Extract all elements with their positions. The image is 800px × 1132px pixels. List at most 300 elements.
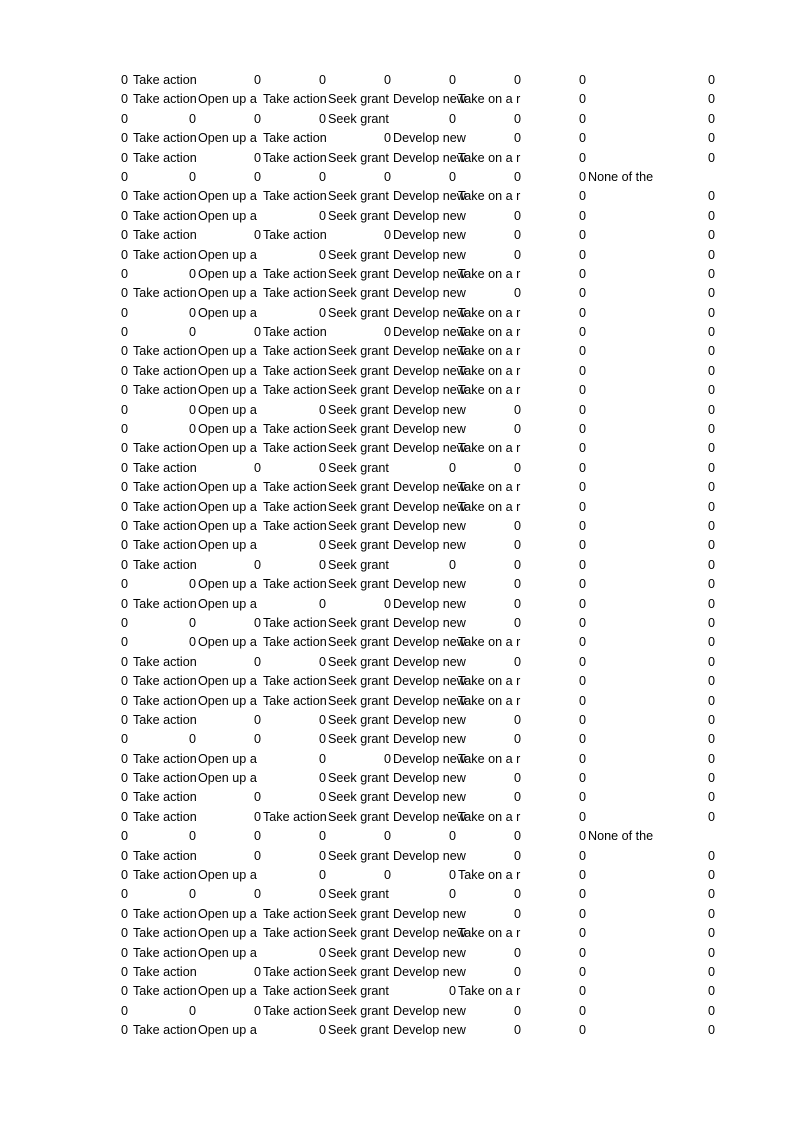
- table-cell[interactable]: 0: [188, 635, 196, 650]
- table-cell[interactable]: 0: [513, 518, 521, 533]
- table-cell[interactable]: Take action: [263, 480, 327, 495]
- table-cell[interactable]: Develop new: [393, 964, 466, 979]
- table-cell[interactable]: 0: [448, 557, 456, 572]
- table-cell[interactable]: 0: [120, 538, 128, 553]
- table-cell[interactable]: 0: [120, 868, 128, 883]
- table-cell[interactable]: 0: [318, 945, 326, 960]
- table-cell[interactable]: Take action: [263, 441, 327, 456]
- table-cell[interactable]: 0: [707, 286, 715, 301]
- table-cell[interactable]: 0: [253, 150, 261, 165]
- table-cell[interactable]: 0: [707, 887, 715, 902]
- table-cell[interactable]: 0: [120, 829, 128, 844]
- table-cell[interactable]: 0: [707, 305, 715, 320]
- table-cell[interactable]: 0: [383, 73, 391, 87]
- table-cell[interactable]: 0: [578, 169, 586, 184]
- table-cell[interactable]: 0: [578, 325, 586, 340]
- table-cell[interactable]: 0: [253, 73, 261, 87]
- table-cell[interactable]: Take action: [133, 1023, 197, 1038]
- table-cell[interactable]: Seek grant: [328, 518, 389, 533]
- table-cell[interactable]: 0: [188, 732, 196, 747]
- table-cell[interactable]: 0: [707, 480, 715, 495]
- table-cell[interactable]: 0: [383, 169, 391, 184]
- table-cell[interactable]: Seek grant: [328, 92, 389, 107]
- table-cell[interactable]: 0: [120, 809, 128, 824]
- table-cell[interactable]: 0: [448, 73, 456, 87]
- table-cell[interactable]: Open up a: [198, 266, 257, 281]
- table-cell[interactable]: 0: [707, 538, 715, 553]
- table-cell[interactable]: Develop new: [393, 693, 466, 708]
- table-cell[interactable]: Open up a: [198, 538, 257, 553]
- table-cell[interactable]: 0: [120, 577, 128, 592]
- table-cell[interactable]: Seek grant: [328, 460, 389, 475]
- table-cell[interactable]: 0: [120, 266, 128, 281]
- table-cell[interactable]: None of the: [588, 829, 654, 844]
- table-cell[interactable]: Open up a: [198, 751, 257, 766]
- table-cell[interactable]: Take action: [263, 577, 327, 592]
- table-cell[interactable]: 0: [578, 674, 586, 689]
- table-cell[interactable]: 0: [120, 712, 128, 727]
- table-cell[interactable]: 0: [578, 363, 586, 378]
- table-cell[interactable]: 0: [253, 1003, 261, 1018]
- table-cell[interactable]: 0: [188, 1003, 196, 1018]
- table-cell[interactable]: 0: [120, 771, 128, 786]
- table-cell[interactable]: Develop new: [393, 344, 466, 359]
- table-cell[interactable]: Take action: [133, 964, 197, 979]
- table-cell[interactable]: 0: [707, 150, 715, 165]
- table-cell[interactable]: Open up a: [198, 286, 257, 301]
- table-cell[interactable]: 0: [318, 751, 326, 766]
- table-cell[interactable]: Seek grant: [328, 557, 389, 572]
- table-cell[interactable]: Take on a r: [458, 92, 521, 107]
- table-cell[interactable]: 0: [513, 712, 521, 727]
- table-cell[interactable]: 0: [120, 402, 128, 417]
- table-cell[interactable]: Seek grant: [328, 712, 389, 727]
- table-cell[interactable]: 0: [318, 732, 326, 747]
- table-cell[interactable]: 0: [318, 771, 326, 786]
- table-cell[interactable]: Develop new: [393, 305, 466, 320]
- table-cell[interactable]: Develop new: [393, 189, 466, 204]
- table-cell[interactable]: 0: [707, 247, 715, 262]
- table-cell[interactable]: 0: [707, 809, 715, 824]
- table-cell[interactable]: 0: [578, 926, 586, 941]
- table-cell[interactable]: 0: [253, 887, 261, 902]
- table-cell[interactable]: 0: [578, 266, 586, 281]
- table-cell[interactable]: 0: [513, 111, 521, 126]
- table-cell[interactable]: 0: [318, 305, 326, 320]
- table-cell[interactable]: 0: [578, 712, 586, 727]
- table-cell[interactable]: 0: [318, 887, 326, 902]
- table-cell[interactable]: Seek grant: [328, 887, 389, 902]
- table-cell[interactable]: Open up a: [198, 363, 257, 378]
- table-cell[interactable]: 0: [707, 208, 715, 223]
- table-cell[interactable]: 0: [578, 596, 586, 611]
- table-cell[interactable]: 0: [707, 984, 715, 999]
- table-cell[interactable]: Seek grant: [328, 674, 389, 689]
- table-cell[interactable]: 0: [188, 169, 196, 184]
- table-cell[interactable]: 0: [448, 460, 456, 475]
- table-cell[interactable]: Seek grant: [328, 945, 389, 960]
- table-cell[interactable]: 0: [448, 868, 456, 883]
- table-cell[interactable]: Take on a r: [458, 480, 521, 495]
- table-cell[interactable]: 0: [707, 945, 715, 960]
- table-cell[interactable]: 0: [578, 693, 586, 708]
- table-cell[interactable]: Take action: [133, 693, 197, 708]
- table-cell[interactable]: 0: [578, 480, 586, 495]
- table-cell[interactable]: 0: [707, 615, 715, 630]
- table-cell[interactable]: Seek grant: [328, 984, 389, 999]
- table-cell[interactable]: Take action: [263, 92, 327, 107]
- table-cell[interactable]: 0: [578, 460, 586, 475]
- table-cell[interactable]: 0: [318, 247, 326, 262]
- table-cell[interactable]: Take on a r: [458, 344, 521, 359]
- table-cell[interactable]: 0: [383, 325, 391, 340]
- table-cell[interactable]: Take action: [133, 150, 197, 165]
- table-cell[interactable]: 0: [707, 363, 715, 378]
- table-cell[interactable]: Take on a r: [458, 150, 521, 165]
- table-cell[interactable]: Take action: [133, 286, 197, 301]
- table-cell[interactable]: 0: [513, 402, 521, 417]
- table-cell[interactable]: Take action: [263, 131, 327, 146]
- table-cell[interactable]: 0: [513, 247, 521, 262]
- table-cell[interactable]: Develop new: [393, 480, 466, 495]
- table-cell[interactable]: 0: [513, 732, 521, 747]
- table-cell[interactable]: 0: [578, 906, 586, 921]
- table-cell[interactable]: 0: [120, 325, 128, 340]
- table-cell[interactable]: 0: [707, 674, 715, 689]
- table-cell[interactable]: 0: [513, 596, 521, 611]
- table-cell[interactable]: 0: [383, 751, 391, 766]
- table-cell[interactable]: 0: [578, 73, 586, 87]
- table-cell[interactable]: Take action: [133, 654, 197, 669]
- table-cell[interactable]: 0: [707, 422, 715, 437]
- table-cell[interactable]: 0: [318, 596, 326, 611]
- table-cell[interactable]: 0: [448, 169, 456, 184]
- table-cell[interactable]: 0: [513, 557, 521, 572]
- table-cell[interactable]: Take action: [133, 790, 197, 805]
- table-cell[interactable]: 0: [513, 771, 521, 786]
- table-cell[interactable]: Take on a r: [458, 383, 521, 398]
- table-cell[interactable]: Take action: [263, 635, 327, 650]
- table-cell[interactable]: 0: [578, 286, 586, 301]
- table-cell[interactable]: 0: [578, 848, 586, 863]
- table-cell[interactable]: Take on a r: [458, 441, 521, 456]
- table-cell[interactable]: 0: [707, 751, 715, 766]
- table-cell[interactable]: Open up a: [198, 635, 257, 650]
- table-cell[interactable]: Open up a: [198, 596, 257, 611]
- table-cell[interactable]: 0: [707, 557, 715, 572]
- table-cell[interactable]: None of the: [588, 169, 654, 184]
- table-cell[interactable]: 0: [707, 732, 715, 747]
- table-cell[interactable]: 0: [253, 557, 261, 572]
- table-cell[interactable]: Take action: [263, 693, 327, 708]
- table-cell[interactable]: Take action: [133, 480, 197, 495]
- table-cell[interactable]: Open up a: [198, 383, 257, 398]
- table-cell[interactable]: Develop new: [393, 228, 466, 243]
- table-cell[interactable]: 0: [120, 887, 128, 902]
- table-cell[interactable]: 0: [120, 557, 128, 572]
- table-cell[interactable]: Take action: [263, 499, 327, 514]
- table-cell[interactable]: 0: [707, 344, 715, 359]
- table-cell[interactable]: 0: [513, 964, 521, 979]
- table-cell[interactable]: 0: [120, 228, 128, 243]
- table-cell[interactable]: 0: [707, 790, 715, 805]
- table-cell[interactable]: 0: [383, 131, 391, 146]
- table-cell[interactable]: 0: [318, 169, 326, 184]
- table-cell[interactable]: 0: [578, 1003, 586, 1018]
- table-cell[interactable]: Develop new: [393, 441, 466, 456]
- table-cell[interactable]: Take action: [133, 984, 197, 999]
- table-cell[interactable]: Take action: [133, 945, 197, 960]
- table-cell[interactable]: 0: [188, 266, 196, 281]
- table-cell[interactable]: Take action: [133, 208, 197, 223]
- table-cell[interactable]: 0: [120, 906, 128, 921]
- table-cell[interactable]: Open up a: [198, 305, 257, 320]
- table-cell[interactable]: Open up a: [198, 480, 257, 495]
- table-cell[interactable]: Seek grant: [328, 771, 389, 786]
- table-cell[interactable]: Develop new: [393, 363, 466, 378]
- table-cell[interactable]: 0: [120, 247, 128, 262]
- table-cell[interactable]: Seek grant: [328, 480, 389, 495]
- table-cell[interactable]: Seek grant: [328, 422, 389, 437]
- table-cell[interactable]: 0: [253, 964, 261, 979]
- table-cell[interactable]: Open up a: [198, 945, 257, 960]
- table-cell[interactable]: 0: [120, 460, 128, 475]
- table-cell[interactable]: 0: [513, 906, 521, 921]
- table-cell[interactable]: Take on a r: [458, 499, 521, 514]
- table-cell[interactable]: 0: [253, 615, 261, 630]
- table-cell[interactable]: 0: [578, 984, 586, 999]
- table-cell[interactable]: Take action: [133, 131, 197, 146]
- table-cell[interactable]: 0: [707, 1003, 715, 1018]
- table-cell[interactable]: Take on a r: [458, 809, 521, 824]
- table-cell[interactable]: Open up a: [198, 674, 257, 689]
- table-cell[interactable]: 0: [318, 402, 326, 417]
- table-cell[interactable]: 0: [120, 926, 128, 941]
- table-cell[interactable]: 0: [578, 964, 586, 979]
- table-cell[interactable]: Open up a: [198, 402, 257, 417]
- table-cell[interactable]: 0: [513, 790, 521, 805]
- table-cell[interactable]: 0: [120, 422, 128, 437]
- table-cell[interactable]: Take action: [133, 344, 197, 359]
- table-cell[interactable]: 0: [188, 829, 196, 844]
- table-cell[interactable]: 0: [707, 771, 715, 786]
- table-cell[interactable]: Take on a r: [458, 266, 521, 281]
- table-cell[interactable]: Develop new: [393, 131, 466, 146]
- table-cell[interactable]: 0: [707, 189, 715, 204]
- table-cell[interactable]: 0: [318, 848, 326, 863]
- table-cell[interactable]: Take action: [133, 73, 197, 87]
- table-cell[interactable]: Take action: [263, 926, 327, 941]
- table-cell[interactable]: 0: [188, 325, 196, 340]
- table-cell[interactable]: Take on a r: [458, 189, 521, 204]
- table-cell[interactable]: 0: [120, 1003, 128, 1018]
- table-cell[interactable]: 0: [318, 111, 326, 126]
- table-cell[interactable]: 0: [120, 848, 128, 863]
- table-cell[interactable]: Take action: [263, 383, 327, 398]
- table-cell[interactable]: 0: [120, 751, 128, 766]
- table-cell[interactable]: 0: [707, 1023, 715, 1038]
- table-cell[interactable]: 0: [120, 344, 128, 359]
- table-cell[interactable]: 0: [707, 92, 715, 107]
- table-cell[interactable]: 0: [578, 732, 586, 747]
- table-cell[interactable]: 0: [578, 131, 586, 146]
- table-cell[interactable]: Seek grant: [328, 189, 389, 204]
- table-cell[interactable]: Develop new: [393, 208, 466, 223]
- table-cell[interactable]: 0: [448, 984, 456, 999]
- table-cell[interactable]: 0: [318, 73, 326, 87]
- table-cell[interactable]: Seek grant: [328, 441, 389, 456]
- table-cell[interactable]: Take action: [133, 809, 197, 824]
- table-cell[interactable]: 0: [578, 829, 586, 844]
- table-cell[interactable]: 0: [253, 169, 261, 184]
- table-cell[interactable]: 0: [578, 635, 586, 650]
- table-cell[interactable]: 0: [578, 92, 586, 107]
- table-cell[interactable]: 0: [120, 169, 128, 184]
- table-cell[interactable]: 0: [383, 228, 391, 243]
- table-cell[interactable]: 0: [120, 499, 128, 514]
- table-cell[interactable]: 0: [578, 1023, 586, 1038]
- table-cell[interactable]: 0: [578, 887, 586, 902]
- table-cell[interactable]: 0: [188, 111, 196, 126]
- table-cell[interactable]: 0: [120, 518, 128, 533]
- table-cell[interactable]: 0: [253, 460, 261, 475]
- table-cell[interactable]: Take action: [133, 712, 197, 727]
- table-cell[interactable]: 0: [513, 422, 521, 437]
- table-cell[interactable]: Take action: [133, 441, 197, 456]
- table-cell[interactable]: Open up a: [198, 577, 257, 592]
- table-cell[interactable]: Seek grant: [328, 1003, 389, 1018]
- table-cell[interactable]: 0: [707, 131, 715, 146]
- table-cell[interactable]: Take action: [263, 266, 327, 281]
- table-cell[interactable]: Develop new: [393, 518, 466, 533]
- table-cell[interactable]: 0: [707, 906, 715, 921]
- table-cell[interactable]: Take action: [133, 596, 197, 611]
- table-cell[interactable]: 0: [578, 809, 586, 824]
- table-cell[interactable]: Develop new: [393, 809, 466, 824]
- table-cell[interactable]: 0: [120, 189, 128, 204]
- table-cell[interactable]: 0: [120, 654, 128, 669]
- table-cell[interactable]: 0: [578, 654, 586, 669]
- table-cell[interactable]: Seek grant: [328, 790, 389, 805]
- table-cell[interactable]: 0: [578, 790, 586, 805]
- table-cell[interactable]: 0: [578, 751, 586, 766]
- table-cell[interactable]: 0: [513, 577, 521, 592]
- table-cell[interactable]: Take on a r: [458, 751, 521, 766]
- table-cell[interactable]: 0: [120, 693, 128, 708]
- table-cell[interactable]: 0: [188, 577, 196, 592]
- table-cell[interactable]: Take action: [263, 964, 327, 979]
- table-cell[interactable]: 0: [513, 654, 521, 669]
- table-cell[interactable]: Take on a r: [458, 674, 521, 689]
- table-cell[interactable]: 0: [253, 790, 261, 805]
- table-cell[interactable]: Take action: [263, 984, 327, 999]
- table-cell[interactable]: 0: [578, 499, 586, 514]
- table-cell[interactable]: 0: [578, 557, 586, 572]
- table-cell[interactable]: 0: [578, 518, 586, 533]
- table-cell[interactable]: Open up a: [198, 984, 257, 999]
- table-cell[interactable]: 0: [707, 266, 715, 281]
- table-cell[interactable]: Take action: [263, 189, 327, 204]
- table-cell[interactable]: Open up a: [198, 499, 257, 514]
- table-cell[interactable]: 0: [383, 596, 391, 611]
- table-cell[interactable]: Seek grant: [328, 1023, 389, 1038]
- table-cell[interactable]: 0: [120, 208, 128, 223]
- table-cell[interactable]: Develop new: [393, 654, 466, 669]
- table-cell[interactable]: Develop new: [393, 1023, 466, 1038]
- table-cell[interactable]: Take action: [133, 499, 197, 514]
- table-cell[interactable]: Open up a: [198, 906, 257, 921]
- table-cell[interactable]: 0: [188, 615, 196, 630]
- table-cell[interactable]: 0: [120, 635, 128, 650]
- table-cell[interactable]: 0: [253, 732, 261, 747]
- table-cell[interactable]: Open up a: [198, 441, 257, 456]
- table-cell[interactable]: 0: [120, 92, 128, 107]
- table-cell[interactable]: 0: [318, 208, 326, 223]
- table-cell[interactable]: Open up a: [198, 518, 257, 533]
- table-cell[interactable]: Seek grant: [328, 538, 389, 553]
- table-cell[interactable]: Open up a: [198, 771, 257, 786]
- table-cell[interactable]: Develop new: [393, 402, 466, 417]
- table-cell[interactable]: Take action: [133, 228, 197, 243]
- table-cell[interactable]: Develop new: [393, 577, 466, 592]
- table-cell[interactable]: 0: [578, 228, 586, 243]
- table-cell[interactable]: Take action: [133, 92, 197, 107]
- table-cell[interactable]: 0: [513, 538, 521, 553]
- table-cell[interactable]: 0: [120, 286, 128, 301]
- table-cell[interactable]: Seek grant: [328, 305, 389, 320]
- table-cell[interactable]: 0: [578, 402, 586, 417]
- table-cell[interactable]: 0: [253, 848, 261, 863]
- table-cell[interactable]: Take action: [133, 751, 197, 766]
- table-cell[interactable]: Take action: [263, 906, 327, 921]
- table-cell[interactable]: Take action: [133, 674, 197, 689]
- table-cell[interactable]: 0: [513, 945, 521, 960]
- table-cell[interactable]: Take action: [133, 363, 197, 378]
- table-cell[interactable]: Develop new: [393, 751, 466, 766]
- table-cell[interactable]: Seek grant: [328, 635, 389, 650]
- table-cell[interactable]: Open up a: [198, 1023, 257, 1038]
- table-cell[interactable]: Seek grant: [328, 266, 389, 281]
- table-cell[interactable]: Open up a: [198, 693, 257, 708]
- table-cell[interactable]: 0: [578, 771, 586, 786]
- table-cell[interactable]: Take on a r: [458, 325, 521, 340]
- table-cell[interactable]: Seek grant: [328, 344, 389, 359]
- table-cell[interactable]: Take action: [263, 809, 327, 824]
- table-cell[interactable]: Seek grant: [328, 150, 389, 165]
- table-cell[interactable]: 0: [578, 111, 586, 126]
- table-cell[interactable]: 0: [513, 848, 521, 863]
- table-cell[interactable]: Seek grant: [328, 848, 389, 863]
- table-cell[interactable]: 0: [707, 228, 715, 243]
- table-cell[interactable]: 0: [120, 964, 128, 979]
- table-cell[interactable]: 0: [120, 732, 128, 747]
- table-cell[interactable]: 0: [120, 363, 128, 378]
- table-cell[interactable]: Take action: [133, 518, 197, 533]
- table-cell[interactable]: 0: [707, 325, 715, 340]
- table-cell[interactable]: Take on a r: [458, 868, 521, 883]
- table-cell[interactable]: 0: [120, 984, 128, 999]
- table-cell[interactable]: 0: [707, 518, 715, 533]
- table-cell[interactable]: 0: [318, 790, 326, 805]
- table-cell[interactable]: 0: [120, 790, 128, 805]
- table-cell[interactable]: Open up a: [198, 344, 257, 359]
- table-cell[interactable]: 0: [188, 402, 196, 417]
- table-cell[interactable]: Seek grant: [328, 964, 389, 979]
- table-cell[interactable]: 0: [513, 169, 521, 184]
- table-cell[interactable]: 0: [578, 615, 586, 630]
- table-cell[interactable]: 0: [120, 305, 128, 320]
- table-cell[interactable]: Develop new: [393, 848, 466, 863]
